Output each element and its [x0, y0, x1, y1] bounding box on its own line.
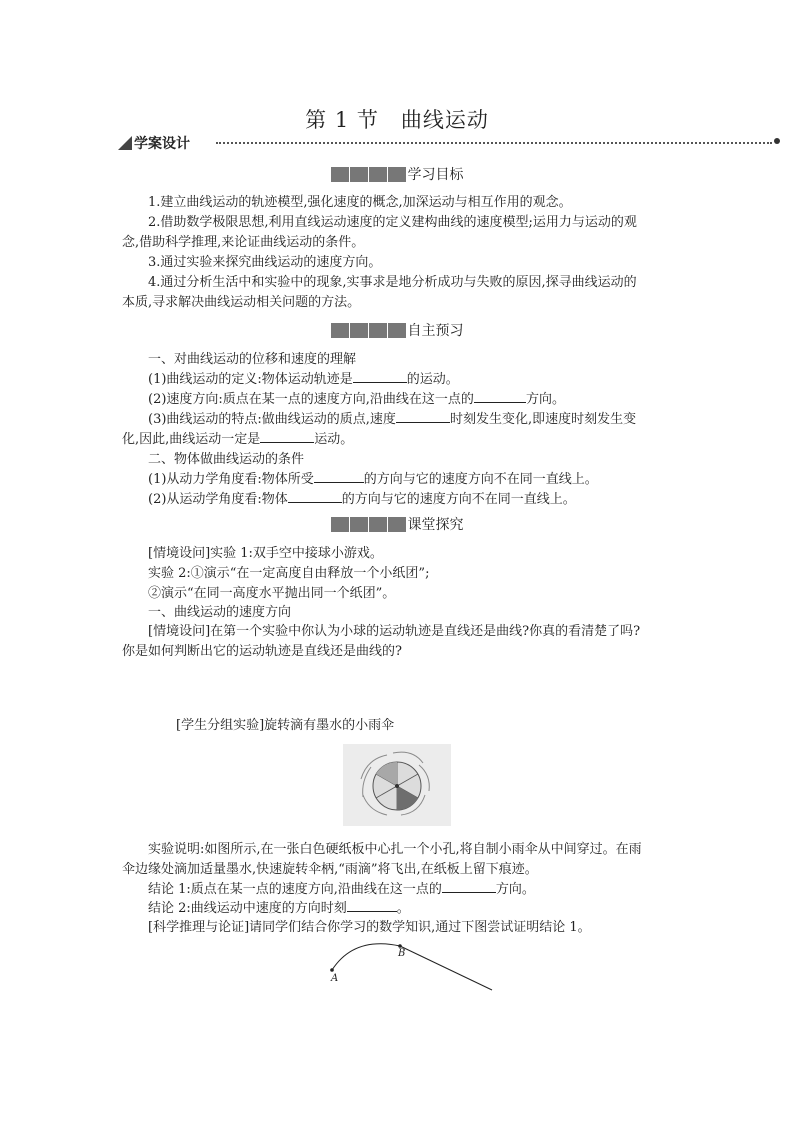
point-a-label: A — [331, 973, 339, 984]
preview-item-3-cont: 化,因此,曲线运动一定是 运动。 — [122, 432, 354, 447]
heading-blocks-icon — [331, 167, 406, 182]
fill-blank[interactable] — [442, 880, 496, 893]
fill-blank[interactable] — [260, 430, 314, 443]
heading-label: 自主预习 — [407, 323, 464, 339]
preview-item-2: (2)速度方向:质点在某一点的速度方向,沿曲线在这一点的 方向。 — [148, 392, 565, 407]
explore-question: [情境设问]在第一个实验中你认为小球的运动轨迹是直线还是曲线?你真的看清楚了吗? — [148, 624, 641, 639]
heading-blocks-icon — [331, 517, 406, 532]
preview-heading-2: 二、物体做曲线运动的条件 — [148, 452, 305, 467]
goal-2: 2.借助数学极限思想,利用直线运动速度的定义建构曲线的速度模型;运用力与运动的观 — [148, 215, 637, 230]
reasoning-prompt: [科学推理与论证]请同学们结合你学习的数学知识,通过下图尝试证明结论 1。 — [148, 920, 591, 935]
tangent-line — [400, 946, 492, 990]
heading-label: 学习目标 — [407, 167, 464, 183]
curve-tangent-diagram — [320, 940, 500, 996]
heading-blocks-icon — [331, 323, 406, 338]
explore-line-3: ②演示“在同一高度水平抛出同一个纸团”。 — [148, 586, 396, 601]
goal-1: 1.建立曲线运动的轨迹模型,强化速度的概念,加深运动与相互作用的观念。 — [148, 195, 572, 210]
fill-blank[interactable] — [396, 410, 450, 423]
fill-blank[interactable] — [314, 470, 364, 483]
preview-item-1: (1)曲线运动的定义:物体运动轨迹是 的运动。 — [148, 372, 459, 387]
heading-preview — [0, 320, 794, 340]
preview-item-3: (3)曲线运动的特点:做曲线运动的质点,速度 时刻发生变化,即速度时刻发生变 — [148, 412, 637, 427]
heading-label: 课堂探究 — [407, 517, 464, 533]
preview-heading-1: 一、对曲线运动的位移和速度的理解 — [148, 352, 357, 367]
page-title: 第 1 节 曲线运动 — [305, 108, 489, 132]
fill-blank[interactable] — [474, 390, 526, 403]
section-banner — [118, 134, 780, 152]
explore-subheading: 一、曲线运动的速度方向 — [148, 605, 292, 620]
explore-line-2: 实验 2:①演示“在一定高度自由释放一个小纸团”; — [148, 566, 430, 581]
explore-line-1: [情境设问]实验 1:双手空中接球小游戏。 — [148, 546, 383, 561]
preview-cond-1: (1)从动力学角度看:物体所受 的方向与它的速度方向不在同一直线上。 — [148, 472, 598, 487]
goal-4-cont: 本质,寻求解决曲线运动相关问题的方法。 — [122, 295, 361, 310]
goal-3: 3.通过实验来探究曲线运动的速度方向。 — [148, 255, 382, 270]
heading-explore — [0, 514, 794, 534]
conclusion-1: 结论 1:质点在某一点的速度方向,沿曲线在这一点的 方向。 — [148, 882, 535, 897]
experiment-description-cont: 伞边缘处滴加适量墨水,快速旋转伞柄,“雨滴”将飞出,在纸板上留下痕迹。 — [122, 862, 538, 877]
preview-cond-2: (2)从运动学角度看:物体 的方向与它的速度方向不在同一直线上。 — [148, 492, 576, 507]
goal-2-cont: 念,借助科学推理,来论证曲线运动的条件。 — [122, 235, 365, 250]
experiment-description: 实验说明:如图所示,在一张白色硬纸板中心扎一个小孔,将自制小雨伞从中间穿过。在雨 — [148, 842, 642, 857]
fill-blank[interactable] — [288, 490, 342, 503]
fill-blank[interactable] — [353, 370, 407, 383]
triangle-icon — [118, 136, 132, 150]
explore-question-cont: 你是如何判断出它的运动轨迹是直线还是曲线的? — [122, 644, 402, 659]
group-experiment-title: [学生分组实验]旋转滴有墨水的小雨伞 — [176, 718, 395, 733]
heading-goals — [0, 164, 794, 184]
goal-4: 4.通过分析生活中和实验中的现象,实事求是地分析成功与失败的原因,探寻曲线运动的 — [148, 275, 637, 290]
umbrella-experiment-photo — [343, 744, 451, 826]
dotted-divider — [216, 142, 772, 144]
point-b-label: B — [398, 948, 406, 959]
conclusion-2: 结论 2:曲线运动中速度的方向时刻 。 — [148, 901, 410, 916]
banner-label: 学案设计 — [134, 136, 190, 152]
curve-path — [332, 944, 400, 970]
fill-blank[interactable] — [347, 899, 397, 912]
divider-end-dot — [774, 138, 780, 144]
point-a — [330, 968, 334, 972]
